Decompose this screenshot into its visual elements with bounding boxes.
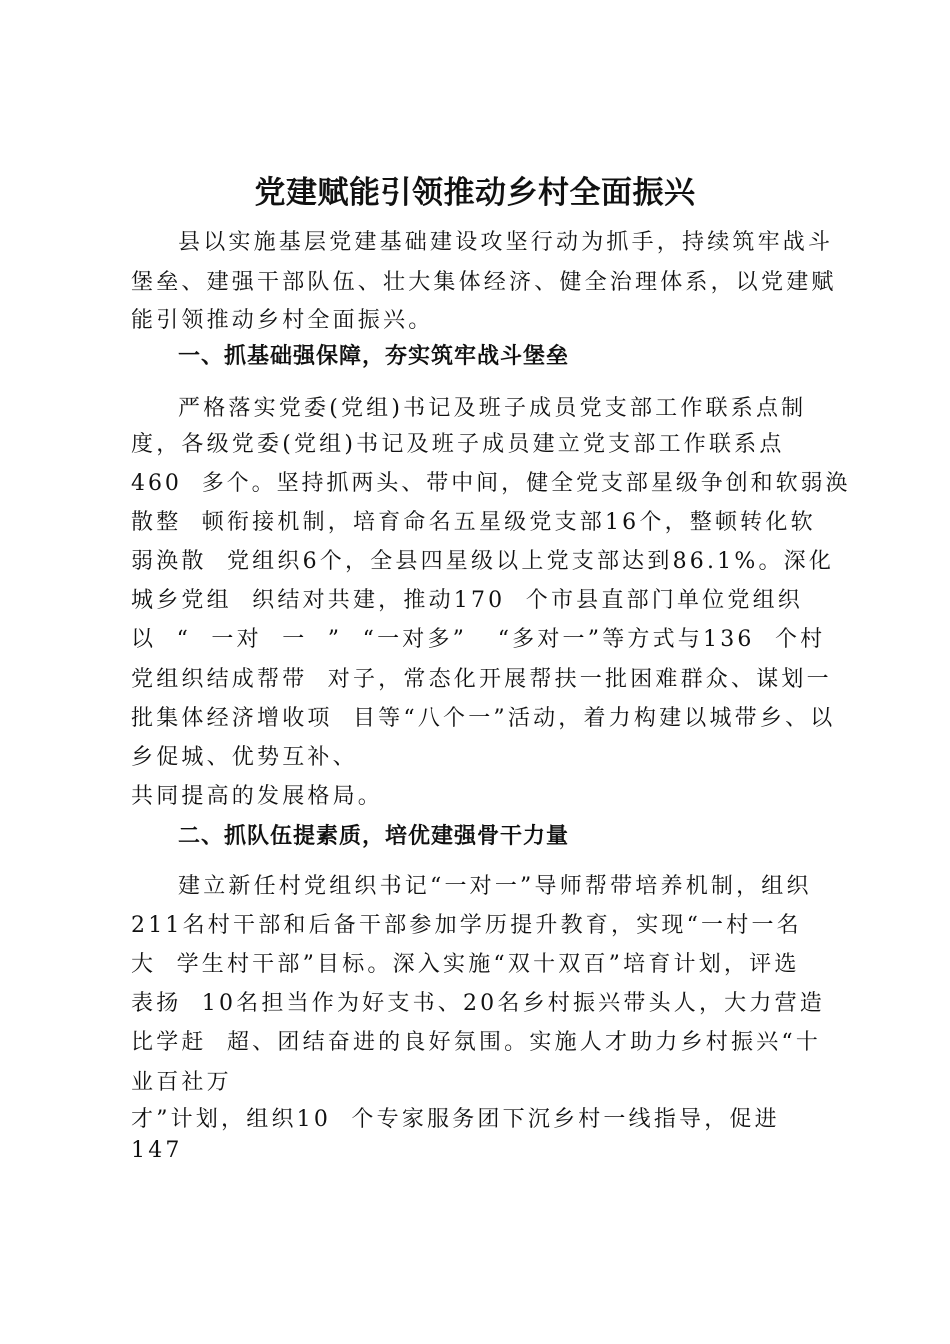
section2-line: 211名村干部和后备干部参加学历提升教育，实现“一村一名 (131, 913, 802, 938)
section2-line: 比学赶 超、团结奋进的良好氛围。实施人才助力乡村振兴“十 (131, 1030, 822, 1055)
section1-line: 度，各级党委(党组)书记及班子成员建立党支部工作联系点 (131, 432, 785, 457)
intro-line: 堡垒、建强干部队伍、壮大集体经济、健全治理体系，以党建赋 (131, 270, 837, 295)
section-heading-1: 一、抓基础强保障，夯实筑牢战斗堡垒 (178, 344, 570, 369)
section1-line: 共同提高的发展格局。 (131, 784, 384, 809)
section1-line: 散整 顿衔接机制，培育命名五星级党支部16个，整顿转化软 (131, 510, 816, 535)
section2-line: 建立新任村党组织书记“一对一”导师帮带培养机制，组织 (178, 874, 812, 899)
intro-line: 县以实施基层党建基础建设攻坚行动为抓手，持续筑牢战斗 (178, 230, 834, 255)
section1-line: 460 多个。坚持抓两头、带中间，健全党支部星级争创和软弱涣 (131, 471, 851, 496)
section1-line: 以 “ 一对 一 ” “一对多” “多对一”等方式与136 个村 (131, 627, 826, 652)
section1-line: 严格落实党委(党组)书记及班子成员党支部工作联系点制 (178, 396, 807, 421)
section2-line: 大 学生村干部”目标。深入实施“双十双百”培育计划，评选 (131, 952, 800, 977)
section1-line: 城乡党组 织结对共建，推动170 个市县直部门单位党组织 (131, 588, 803, 613)
section2-line: 业百社万 (131, 1070, 232, 1095)
intro-line: 能引领推动乡村全面振兴。 (131, 308, 434, 333)
section2-line: 才”计划，组织10 个专家服务团下沉乡村一线指导，促进 (131, 1107, 780, 1132)
section2-line: 表扬 10名担当作为好支书、20名乡村振兴带头人，大力营造 (131, 991, 825, 1016)
section1-line: 弱涣散 党组织6个，全县四星级以上党支部达到86.1%。深化 (131, 549, 835, 574)
document-title: 党建赋能引领推动乡村全面振兴 (254, 175, 696, 211)
section1-line: 党组织结成帮带 对子，常态化开展帮扶一批困难群众、谋划一 (131, 667, 832, 692)
section1-line: 批集体经济增收项 目等“八个一”活动，着力构建以城带乡、以 (131, 706, 836, 731)
section-heading-2: 二、抓队伍提素质，培优建强骨干力量 (178, 824, 570, 849)
section2-line: 147 (131, 1138, 183, 1163)
section1-line: 乡促城、优势互补、 (131, 745, 358, 770)
